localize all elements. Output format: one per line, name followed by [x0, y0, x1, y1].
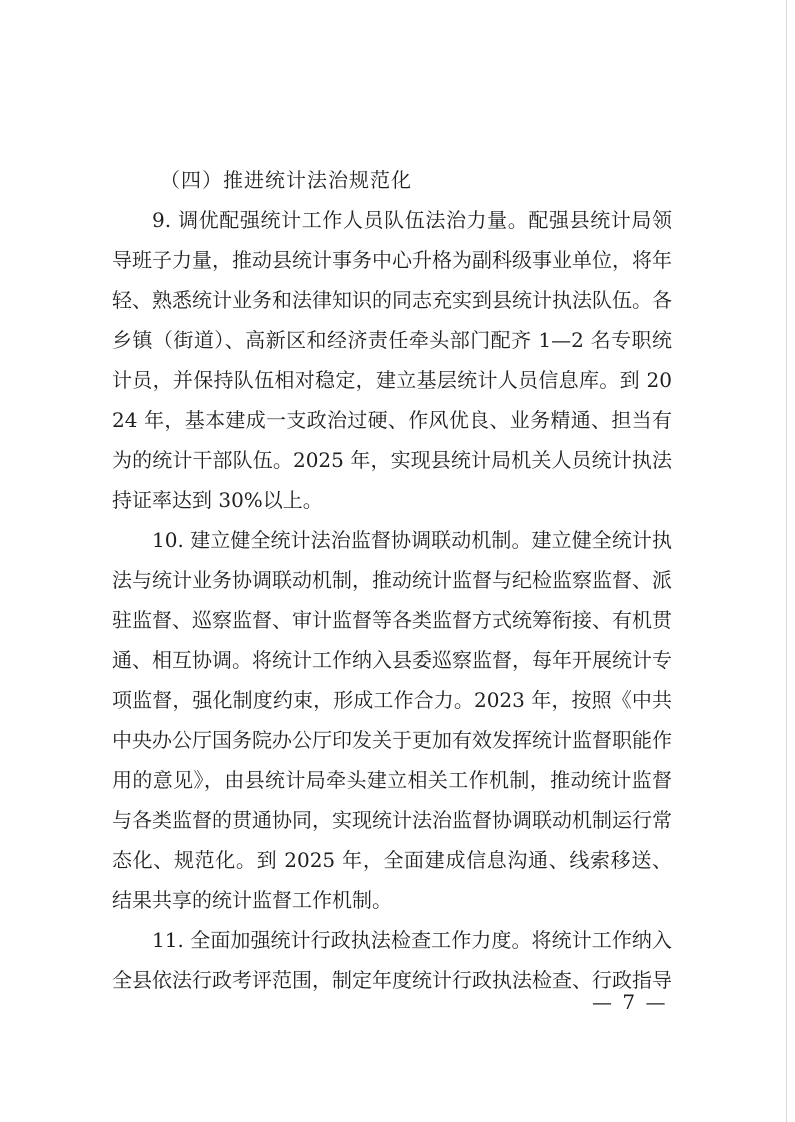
scan-edge-line: [786, 0, 787, 1122]
paragraph-body: 配强县统计局领导班子力量，推动县统计事务中心升格为副科级事业单位，将年轻、熟悉统计业务和法律知识的同志充实到县统计执法队伍。各乡镇（街道）、高新区和经济责任牵头部门配齐 1—2 名专职统计员，并保持队伍相对稳定，建立基层统计人员信息库。到 2024 年，基本建成一支政治过硬、作风优良、业务精通、担当有为的统计干部队伍。2025 年，实现县统计局机关人员统计执法持证率达到 30%以上。: [112, 208, 673, 512]
paragraph-body: 建立健全统计执法与统计业务协调联动机制，推动统计监督与纪检监察监督、派驻监督、巡察监督、审计监督等各类监督方式统筹衔接、有机贯通、相互协调。将统计工作纳入县委巡察监督，每年开展统计专项监督，强化制度约束，形成工作合力。2023 年，按照《中共中央办公厅国务院办公厅印发关于更加有效发挥统计监督职能作用的意见》，由县统计局牵头建立相关工作机制，推动统计监督与各类监督的贯通协同，实现统计法治监督协调联动机制运行常态化、规范化。到 2025 年，全面建成信息沟通、线索移送、结果共享的统计监督工作机制。: [112, 528, 673, 912]
paragraph-9: [112, 200, 672, 520]
document-body: [112, 160, 672, 1000]
paragraph-body: 将统计工作纳入全县依法行政考评范围，制定年度统计行政执法检查、行政指导: [112, 928, 673, 992]
paragraph-number: 9.: [152, 208, 172, 232]
paragraph-lead: 建立健全统计法治监督协调联动机制。: [190, 528, 532, 552]
paragraph-number: 10.: [152, 528, 184, 552]
paragraph-lead: 调优配强统计工作人员队伍法治力量。: [178, 208, 529, 232]
page-number: — 7 —: [592, 990, 668, 1014]
section-heading: （四）推进统计法治规范化: [160, 168, 412, 192]
paragraph-number: 11.: [152, 928, 184, 952]
paragraph-lead: 全面加强统计行政执法检查工作力度。: [190, 928, 532, 952]
paragraph-10: [112, 520, 672, 920]
paragraph-11: [112, 920, 672, 1000]
